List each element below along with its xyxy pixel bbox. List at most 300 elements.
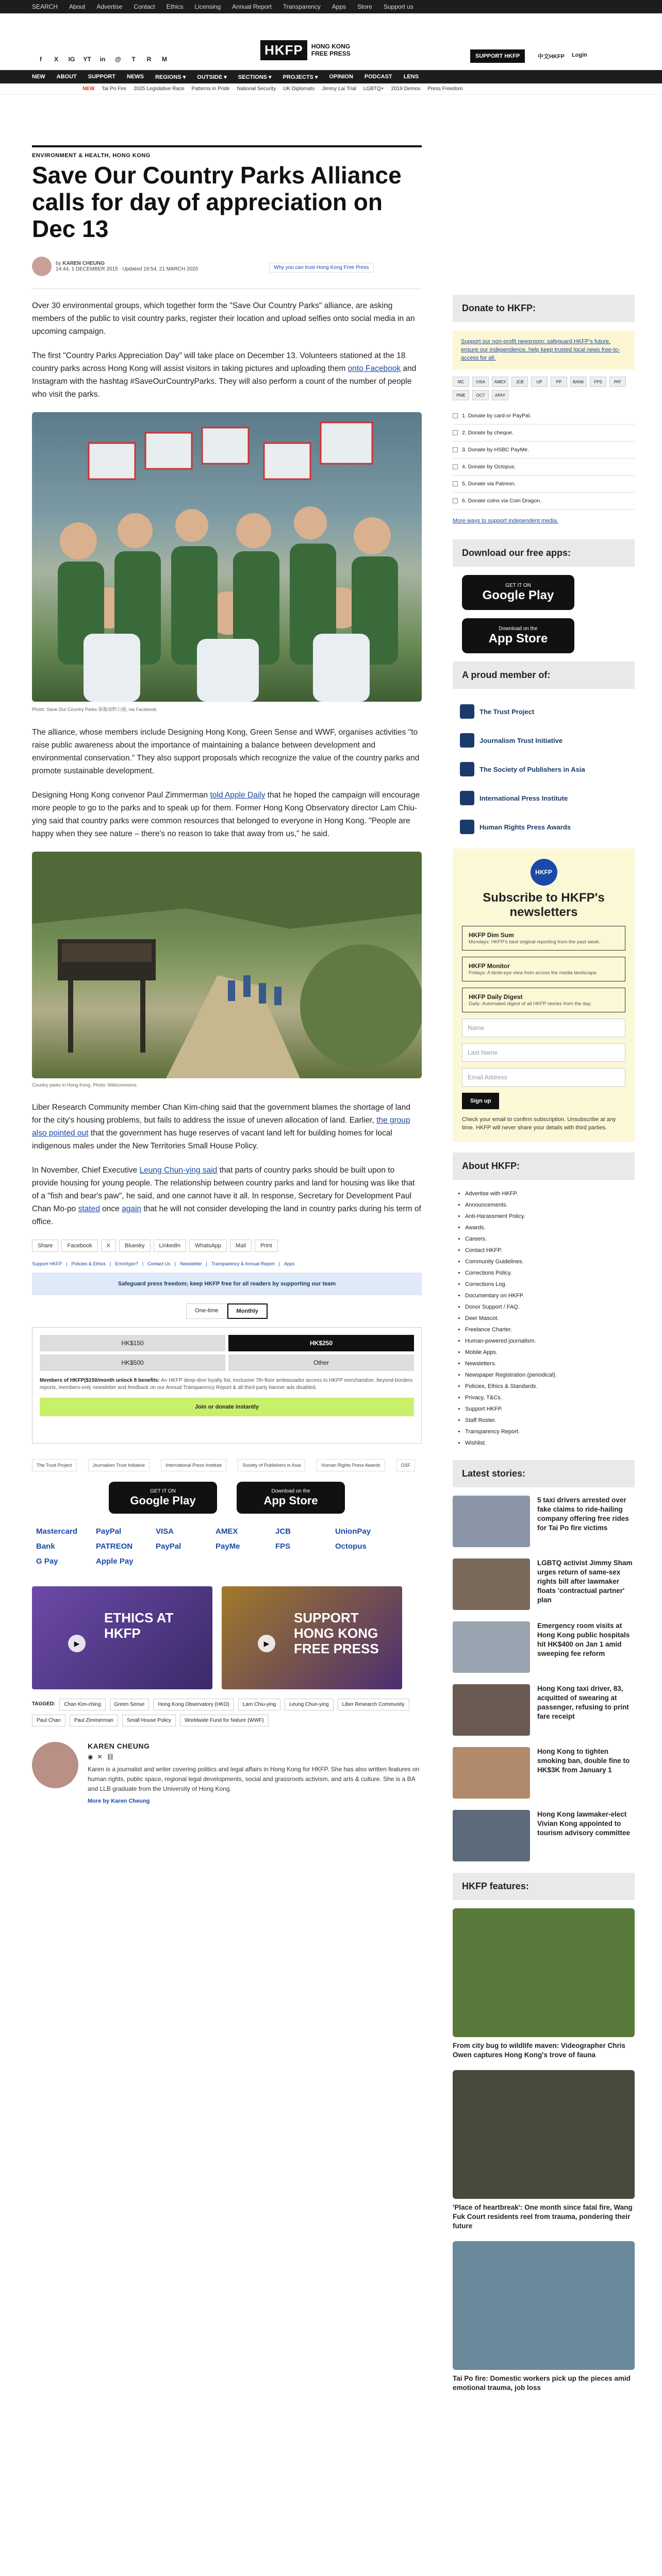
nav-opinion[interactable]: OPINION (329, 74, 353, 80)
about-list (453, 1188, 635, 1449)
members-title: A proud member of: (453, 662, 635, 689)
features-title: HKFP features: (453, 1873, 635, 1900)
feature-story[interactable] (453, 2241, 635, 2393)
photo-caption-1: Photo: Save Our Country Parks 保衛郊野公園, via Facebook. (32, 707, 158, 712)
text-run: once (100, 1205, 122, 1213)
story-title[interactable]: Hong Kong lawmaker-elect Vivian Kong appointed to tourism advisory committee (537, 1810, 631, 1837)
donate-method[interactable] (453, 425, 635, 442)
about-link[interactable]: • Careers. (465, 1233, 635, 1245)
about-link[interactable]: • Wishlist. (465, 1437, 635, 1449)
share-bluesky-button[interactable]: Bluesky (119, 1240, 151, 1252)
text-run: that parts of country parks should be built upon to provide housing for young people. The relationship between country parks and land for housing was like that of a "fish and bear's paw", he said, and one cannot have it all. In response, Secretary for Development Paul Chan Mo-po (32, 1166, 415, 1213)
text-run: The first "Country Parks Appreciation Day" will take place on December 13. Volunteers stationed at the 18 country parks across Hong Kong will assist visitors in taking pictures and uploading them (32, 351, 406, 373)
footer-link[interactable]: Support HKFP (32, 1261, 62, 1266)
latest-stories-list (453, 1496, 635, 1861)
nav-outside[interactable]: OUTSIDE ▾ (197, 74, 227, 80)
share-whatsapp-button[interactable]: WhatsApp (189, 1240, 227, 1252)
about-link[interactable]: • Support HKFP. (465, 1403, 635, 1415)
sopa-logo (460, 762, 474, 776)
tag-chip[interactable]: Small House Policy (122, 1715, 176, 1726)
feature-image[interactable] (453, 2241, 635, 2370)
member-logo[interactable]: International Press Institute (161, 1459, 226, 1471)
nav-lens[interactable]: LENS (403, 74, 419, 80)
facebook-icon[interactable]: f (40, 56, 42, 63)
top-utility-bar (0, 0, 662, 13)
photo-trail-illustration (32, 852, 422, 1078)
tag-chip[interactable]: Lam Chiu-ying (238, 1699, 280, 1710)
app-store-badge[interactable] (462, 618, 574, 653)
about-link[interactable]: • Transparency Report. (465, 1426, 635, 1437)
newsletter-option[interactable] (462, 988, 625, 1012)
story-title[interactable]: LGBTQ activist Jimmy Sham urges return of same-sex rights bill after lawmaker floats 'contractual partner' plan (537, 1559, 633, 1604)
jti-logo (460, 733, 474, 748)
payme-icon: PME (453, 390, 469, 400)
tag-list (32, 1699, 424, 1726)
facebook-link[interactable]: onto Facebook (347, 364, 401, 373)
method-label: 6. Donate coins via Coin Dragon. (462, 498, 542, 504)
octopus-icon: OCT (472, 390, 489, 400)
badge-small-text: GET IT ON (150, 1488, 176, 1494)
login-link[interactable]: Login (571, 52, 587, 58)
share-x-button[interactable]: X (101, 1240, 116, 1252)
apple-daily-link[interactable]: told Apple Daily (210, 791, 266, 800)
fps-icon: FPS (590, 377, 606, 387)
text-run: In November, Chief Executive (32, 1166, 140, 1175)
about-link[interactable]: • Human-powered journalism. (465, 1335, 635, 1347)
unionpay-icon[interactable]: UnionPay (335, 1527, 371, 1536)
latest-story[interactable] (453, 1496, 635, 1547)
badge-store-name: Google Play (482, 588, 554, 602)
checkbox-icon (453, 481, 458, 486)
badge-store-name: Google Play (130, 1494, 196, 1507)
footer-link[interactable]: Error/typo? (115, 1261, 138, 1266)
latest-story[interactable] (453, 1684, 635, 1736)
topbar-link-transparency[interactable]: Transparency (283, 3, 321, 10)
about-link[interactable]: • Newspaper Registration (periodical). (465, 1369, 635, 1381)
share-row (32, 1240, 422, 1252)
trust-link[interactable]: Why you can trust Hong Kong Free Press (269, 263, 374, 273)
member-org[interactable] (453, 784, 635, 812)
member-org[interactable] (453, 812, 635, 841)
trending-item[interactable]: 2019 Demos (391, 86, 421, 92)
ethics-video[interactable] (32, 1586, 212, 1689)
about-link[interactable]: • Staff Roster. (465, 1415, 635, 1426)
author-avatar[interactable] (32, 257, 52, 276)
paypal-icon[interactable]: PayPal (96, 1527, 122, 1536)
story-thumbnail[interactable] (453, 1496, 530, 1547)
trending-item[interactable]: UK Diplomats (283, 86, 315, 92)
author-social (88, 1753, 422, 1760)
newsletter-option[interactable] (462, 926, 625, 951)
feature-title[interactable]: Tai Po fire: Domestic workers pick up the pieces amid emotional trauma, job loss (453, 2375, 631, 2392)
header-links (538, 52, 587, 60)
paragraph-2 (32, 349, 422, 401)
author-name[interactable]: KAREN CHEUNG (88, 1742, 150, 1750)
tags-label: TAGGED: (32, 1701, 56, 1707)
patreon-icon: PAT (609, 377, 626, 387)
latest-story[interactable] (453, 1747, 635, 1799)
amex-icon: AMEX (492, 377, 508, 387)
nav-new[interactable]: NEW (32, 74, 45, 80)
member-name: Human Rights Press Awards (479, 823, 571, 831)
trending-item[interactable]: Tai Po Fire (102, 86, 127, 92)
tag-chip[interactable]: Hong Kong Observatory (HKO) (153, 1699, 234, 1710)
donate-method[interactable] (453, 493, 635, 510)
story-thumbnail[interactable] (453, 1810, 530, 1861)
method-label: 2. Donate by cheque. (462, 430, 514, 436)
unionpay-icon: UP (531, 377, 548, 387)
footer-link[interactable]: Transparency & Annual Report (211, 1261, 275, 1266)
rss-icon[interactable]: R (146, 56, 152, 63)
method-label: 3. Donate by HSBC PayMe. (462, 447, 529, 453)
video-title: ETHICS AT HKFP (104, 1610, 174, 1641)
apple-pay-icon[interactable]: Apple Pay (96, 1557, 134, 1566)
donate-blurb (453, 330, 635, 369)
story-thumbnail[interactable] (453, 1747, 530, 1799)
nav-sections[interactable]: SECTIONS ▾ (238, 74, 272, 80)
donation-frequency-toggle (32, 1303, 422, 1319)
benefits-text: An HKFP deep-dive loyalty list, exclusive 7th-floor ambassador access to HKFP merchandise, beyond-borders reports, members-only newsletter and feedback on our Annual Transparency Report & all third-party banner ads disabled. (40, 1378, 413, 1391)
newsletter-name: HKFP Dim Sum (469, 931, 514, 939)
nav-podcast[interactable]: PODCAST (364, 74, 392, 80)
support-video[interactable] (222, 1586, 402, 1689)
paragraph-5 (32, 1101, 422, 1153)
paypal-icon[interactable]: PayPal (156, 1542, 181, 1551)
member-name: Journalism Trust Initiative (479, 736, 563, 744)
footer-link[interactable]: Newsletter (180, 1261, 202, 1266)
bank-icon: BANK (570, 377, 587, 387)
story-thumbnail[interactable] (453, 1558, 530, 1610)
newsletter-desc: Fridays: A birds-eye view from across the media landscape. (469, 970, 598, 976)
amex-icon[interactable]: AMEX (216, 1527, 238, 1536)
donate-text[interactable]: Support our non-profit newsroom: safeguard HKFP's future, ensure our independence, help keep trusted local news free-to-access for all. (461, 338, 620, 361)
checkbox-icon (453, 498, 458, 503)
site-header (0, 13, 662, 70)
story-title[interactable]: Emergency room visits at Hong Kong public hospitals hit HK$400 on Jan 1 amid sweeping fee reform (537, 1622, 630, 1657)
nav-support[interactable]: SUPPORT (88, 74, 115, 80)
tag-chip[interactable]: Worldwide Fund for Nature (WWF) (180, 1715, 269, 1726)
play-icon[interactable]: ▶ (68, 1635, 86, 1652)
about-link[interactable]: • Documentary on HKFP. (465, 1290, 635, 1301)
site-logo[interactable] (260, 39, 351, 61)
member-name: The Society of Publishers in Asia (479, 765, 585, 773)
share-linkedin-button[interactable]: LinkedIn (154, 1240, 187, 1252)
email-input[interactable]: Email Address (462, 1068, 625, 1087)
updated-date: Updated 19:54, 21 MARCH 2020 (122, 266, 198, 272)
trending-item[interactable]: National Security (237, 86, 276, 92)
topbar-link-licensing[interactable]: Licensing (194, 3, 221, 10)
topbar-link-support[interactable]: Support us (383, 3, 413, 10)
author-bio: Karen is a journalist and writer covering politics and legal affairs in Hong Kong for HKFP. She has also written features on human rights, public space, regional legal developments, social and grassroots activism, and arts & culture. She is a BA and LLB graduate from the University of Hong Kong. (88, 1766, 420, 1792)
latest-story[interactable] (453, 1621, 635, 1673)
last-name-input[interactable]: Last Name (462, 1043, 625, 1062)
logo-wordmark (311, 43, 351, 57)
author-x-icon[interactable]: ✕ (97, 1753, 103, 1760)
story-title[interactable]: 5 taxi drivers arrested over fake claims to ride-hailing company offering free rides for Tai Po fire victims (537, 1496, 629, 1532)
linkedin-icon[interactable]: in (100, 56, 106, 63)
footer-link[interactable]: Apps (284, 1261, 295, 1266)
bank-icon[interactable]: Bank (36, 1542, 55, 1551)
trending-label: NEW (82, 86, 95, 92)
text-run: Designing Hong Kong convenor Paul Zimmerman (32, 791, 210, 800)
logo-line-1: HONG KONG (311, 43, 351, 50)
member-logo[interactable]: The Trust Project (32, 1459, 77, 1471)
tag-chip[interactable]: Chan Kim-ching (59, 1699, 105, 1710)
article-footer-links: Support HKFP | Policies & Ethics | Error/typo? | Contact Us | Newsletter | Transparency & Annual Report | Apps (32, 1261, 295, 1266)
logo-mark: HKFP (260, 40, 307, 60)
stated-link[interactable]: stated (78, 1205, 100, 1213)
mastercard-icon: MC (453, 377, 469, 387)
google-play-badge[interactable] (462, 575, 574, 610)
about-link[interactable]: • Deer Mascot. (465, 1313, 635, 1324)
more-ways-link[interactable]: More ways to support independent media. (453, 518, 558, 524)
app-store-badges (32, 1482, 422, 1514)
features-list (453, 1908, 635, 2393)
logo-line-2: FREE PRESS (311, 50, 351, 57)
tag-chip[interactable]: Green Sense (110, 1699, 150, 1710)
octopus-icon[interactable]: Octopus (335, 1542, 367, 1551)
checkbox-icon (453, 430, 458, 435)
paragraph-6 (32, 1164, 422, 1228)
feature-story[interactable] (453, 2070, 635, 2231)
youtube-icon[interactable]: YT (83, 56, 91, 63)
about-link[interactable]: • Donor Support / FAQ. (465, 1301, 635, 1313)
topbar-link-ethics[interactable]: Ethics (166, 3, 184, 10)
chinese-site-link[interactable]: 中文HKFP (538, 54, 565, 60)
donate-method[interactable] (453, 476, 635, 493)
author-link[interactable]: KAREN CHEUNG (62, 261, 105, 266)
patreon-icon[interactable]: PATREON (96, 1542, 133, 1551)
publish-date: 14:44, 1 DECEMBER 2015 (56, 266, 118, 272)
paragraph-3: The alliance, whose members include Designing Hong Kong, Green Sense and WWF, organises activities "to raise public awareness about the importance of maintaining a balance between development and environmental conservation." They also support proposals which recognize the value of the country parks and promote sustainable development. (32, 728, 420, 775)
nav-regions[interactable]: REGIONS ▾ (155, 74, 186, 80)
google-play-badge[interactable] (109, 1482, 217, 1514)
about-link[interactable]: • Newsletters. (465, 1358, 635, 1369)
text-run: that he hoped the campaign will encourage more people to go to the parks and to speak up for them. Former Hong Kong Observatory director Lam Chiu-ying said that country parks were common resources that belonged to everyone in Hong Kong. "People are happy when they see nature – there's no reason to take that away from us," he said. (32, 791, 420, 838)
apple-pay-icon: APAY (492, 390, 508, 400)
member-org[interactable] (453, 697, 635, 726)
join-or-donate-button[interactable]: Join or donate instantly (40, 1398, 414, 1416)
tag-chip[interactable]: Leung Chun-ying (285, 1699, 333, 1710)
about-title: About HKFP: (453, 1153, 635, 1180)
first-name-input[interactable]: Name (462, 1019, 625, 1037)
badge-store-name: App Store (488, 631, 548, 646)
about-link[interactable]: • Corrections Policy. (465, 1267, 635, 1279)
app-store-badge[interactable] (237, 1482, 345, 1514)
play-icon[interactable]: ▶ (258, 1635, 275, 1652)
member-logo[interactable]: Society of Publishers in Asia (238, 1459, 305, 1471)
latest-title: Latest stories: (453, 1460, 635, 1487)
newsletter-note: Check your email to confirm subscription. Unsubscribe at any time. HKFP will never share your details with third parties. (462, 1116, 616, 1131)
text-run: that he will not consider developing the land in country parks during his term of office. (32, 1205, 421, 1226)
donate-method[interactable] (453, 408, 635, 425)
donate-widget-title: Donate to HKFP: (453, 295, 635, 322)
about-link[interactable]: • Advertise with HKFP. (465, 1188, 635, 1199)
member-name: The Trust Project (479, 707, 535, 716)
topbar-link-search[interactable]: SEARCH (32, 3, 58, 10)
author-link-icon[interactable]: ⛓ (106, 1753, 114, 1760)
about-link[interactable]: • Corrections Log. (465, 1279, 635, 1290)
nav-about[interactable]: ABOUT (56, 74, 77, 80)
text-run: that the government has huge reserves of vacant land left for building homes for local indigenous males under the New Territories Small House Policy. (32, 1129, 392, 1150)
member-logos-row (32, 1459, 422, 1471)
method-label: 1. Donate by card or PayPal. (462, 413, 532, 419)
mastercard-icon[interactable]: Mastercard (36, 1527, 78, 1536)
tag-chip[interactable]: Paul Zimmerman (70, 1715, 118, 1726)
text-run: and Instagram with the hashtag #SaveOurCountryParks. They will also perform a count of the number of people who visit the parks. (32, 364, 417, 399)
article-main (32, 145, 422, 1804)
toggle-monthly[interactable]: Monthly (227, 1303, 268, 1319)
amount-option[interactable]: HK$500 (40, 1354, 225, 1371)
main-nav (0, 70, 662, 83)
title-rule (32, 145, 422, 147)
hrpa-logo (460, 820, 474, 834)
about-link[interactable]: • Policies, Ethics & Standards. (465, 1381, 635, 1392)
share-label: Share (32, 1240, 58, 1252)
telegram-icon[interactable]: T (131, 56, 136, 63)
newsletter-option[interactable] (462, 957, 625, 981)
article-photo-campaign (32, 412, 422, 702)
checkbox-icon (453, 447, 458, 452)
paragraph-1: Over 30 environmental groups, which together form the "Save Our Country Parks" alliance, are asking members of the public to visit country parks, register their location and upload selfies onto social media in an upcoming campaign. (32, 301, 415, 336)
feature-title[interactable]: 'Place of heartbreak': One month since fatal fire, Wang Fuk Court residents reel from trauma, pondering their future (453, 2204, 633, 2230)
checkbox-icon (453, 464, 458, 469)
author-profile-icon[interactable]: ◉ (88, 1753, 93, 1760)
trending-item[interactable]: Patterns in Pride (191, 86, 230, 92)
share-mail-button[interactable]: Mail (230, 1240, 252, 1252)
author-box (32, 1742, 422, 1804)
member-org[interactable] (453, 726, 635, 755)
donate-method[interactable] (453, 442, 635, 459)
about-link[interactable]: • Freelance Charter. (465, 1324, 635, 1335)
fps-icon[interactable]: FPS (275, 1542, 291, 1551)
about-link[interactable]: • Contact HKFP. (465, 1245, 635, 1256)
topbar-link-about[interactable]: About (69, 3, 86, 10)
topbar-link-annual-report[interactable]: Annual Report (232, 3, 272, 10)
google-pay-icon[interactable]: G Pay (36, 1557, 58, 1566)
author-photo[interactable] (32, 1742, 78, 1788)
donation-widget (32, 1327, 422, 1444)
social-icons (36, 55, 169, 64)
nav-news[interactable]: NEWS (126, 74, 144, 80)
story-title[interactable]: Hong Kong taxi driver, 83, acquitted of swearing at passenger, refusing to print fare receipt (537, 1685, 629, 1720)
tag-chip[interactable]: Liber Research Community (338, 1699, 409, 1710)
newsletter-desc: Mondays: HKFP's best original reporting from the past week. (469, 939, 601, 945)
amount-options (40, 1335, 414, 1371)
topbar-link-apps[interactable]: Apps (332, 3, 346, 10)
again-link[interactable]: again (122, 1205, 142, 1213)
trending-item[interactable]: Jimmy Lai Trial (322, 86, 356, 92)
trending-item[interactable]: Press Freedom (427, 86, 463, 92)
footer-link[interactable]: Contact Us (147, 1261, 171, 1266)
trending-item[interactable]: 2025 Legislative Race (134, 86, 185, 92)
apps-title: Download our free apps: (453, 539, 635, 567)
print-button[interactable]: Print (255, 1240, 278, 1252)
newsletter-desc: Daily: Automated digest of all HKFP stories from the day. (469, 1001, 592, 1007)
badge-small-text: GET IT ON (505, 582, 531, 588)
sidebar (453, 295, 635, 2403)
payme-icon[interactable]: PayMe (216, 1542, 240, 1551)
sidebar-payment-icons (453, 377, 635, 400)
trending-item[interactable]: LGBTQ+ (363, 86, 384, 92)
feature-image[interactable] (453, 2070, 635, 2199)
feature-story[interactable] (453, 1908, 635, 2060)
jcb-icon[interactable]: JCB (275, 1527, 291, 1536)
newsletter-title: Subscribe to HKFP's newsletters (483, 891, 605, 919)
by-label: by (56, 261, 61, 266)
mastodon-icon[interactable]: M (162, 56, 167, 63)
donation-benefits-note (40, 1377, 414, 1392)
article-section[interactable]: ENVIRONMENT & HEALTH, HONG KONG (32, 152, 151, 159)
newsletter-name: HKFP Monitor (469, 962, 510, 970)
topbar-link-advertise[interactable]: Advertise (96, 3, 123, 10)
amount-option[interactable]: HK$150 (40, 1335, 225, 1351)
checkbox-icon (453, 413, 458, 418)
byline: by KAREN CHEUNG 14:44, 1 DECEMBER 2015 · Updated 19:54, 21 MARCH 2020 Why you can trust Hong Kong Free Press (32, 257, 422, 276)
topbar-link-contact[interactable]: Contact (134, 3, 155, 10)
about-link[interactable]: • Announcements. (465, 1199, 635, 1211)
article-title: Save Our Country Parks Alliance calls for day of appreciation on Dec 13 (32, 162, 402, 242)
more-by-author-link[interactable]: More by Karen Cheung (88, 1798, 150, 1804)
about-link[interactable]: • Community Guidelines. (465, 1256, 635, 1267)
newsletter-logo: HKFP (531, 859, 557, 886)
feature-image[interactable] (453, 1908, 635, 2037)
threads-icon[interactable]: @ (115, 56, 121, 63)
nav-projects[interactable]: PROJECTS ▾ (283, 74, 318, 80)
support-hkfp-button[interactable]: SUPPORT HKFP (470, 49, 525, 63)
member-logo[interactable]: OSF (396, 1459, 416, 1471)
press-freedom-banner[interactable]: Safeguard press freedom; keep HKFP free for all readers by supporting our team (32, 1273, 422, 1295)
article-photo-country-park (32, 852, 422, 1078)
feature-title[interactable]: From city bug to wildlife maven: Videographer Chris Owen captures Hong Kong's trove of fauna (453, 2042, 626, 2059)
sign-up-button[interactable]: Sign up (462, 1093, 499, 1109)
story-thumbnail[interactable] (453, 1684, 530, 1736)
method-label: 4. Donate by Octopus. (462, 464, 516, 470)
photo-people-illustration (32, 412, 422, 702)
about-link[interactable]: • Privacy, T&Cs. (465, 1392, 635, 1403)
share-facebook-button[interactable]: Facebook (61, 1240, 97, 1252)
amount-option-other[interactable]: Other (228, 1354, 414, 1371)
leung-chun-ying-link[interactable]: Leung Chun-ying said (139, 1166, 218, 1175)
member-logo[interactable]: Journalism Trust Initiative (88, 1459, 150, 1471)
visa-icon[interactable]: VISA (156, 1527, 174, 1536)
latest-story[interactable] (453, 1558, 635, 1610)
member-org[interactable] (453, 755, 635, 784)
instagram-icon[interactable]: IG (68, 56, 75, 63)
video-title: SUPPORT HONG KONG FREE PRESS (294, 1610, 379, 1656)
footer-link[interactable]: Policies & Ethics (71, 1261, 106, 1266)
topbar-link-store[interactable]: Store (357, 3, 372, 10)
paragraph-4 (32, 789, 422, 840)
about-link[interactable]: • Anti-Harassment Policy. (465, 1211, 635, 1222)
member-name: International Press Institute (479, 794, 568, 802)
donate-method[interactable] (453, 459, 635, 476)
toggle-one-time[interactable]: One-time (186, 1303, 227, 1319)
visa-icon: VISA (472, 377, 489, 387)
badge-store-name: App Store (263, 1494, 318, 1507)
member-logo[interactable]: Human Rights Press Awards (317, 1459, 385, 1471)
story-thumbnail[interactable] (453, 1621, 530, 1673)
about-link[interactable]: • Awards. (465, 1222, 635, 1233)
x-icon[interactable]: X (54, 56, 58, 63)
about-link[interactable]: • Mobile Apps. (465, 1347, 635, 1358)
amount-option-selected[interactable]: HK$250 (228, 1335, 414, 1351)
latest-story[interactable] (453, 1810, 635, 1861)
tag-chip[interactable]: Paul Chan (32, 1715, 65, 1726)
group-pointed-out-link[interactable]: the group also pointed out (32, 1116, 410, 1138)
story-title[interactable]: Hong Kong to tighten smoking ban, double fine to HK$3K from January 1 (537, 1748, 630, 1774)
method-label: 5. Donate via Patreon. (462, 481, 516, 487)
